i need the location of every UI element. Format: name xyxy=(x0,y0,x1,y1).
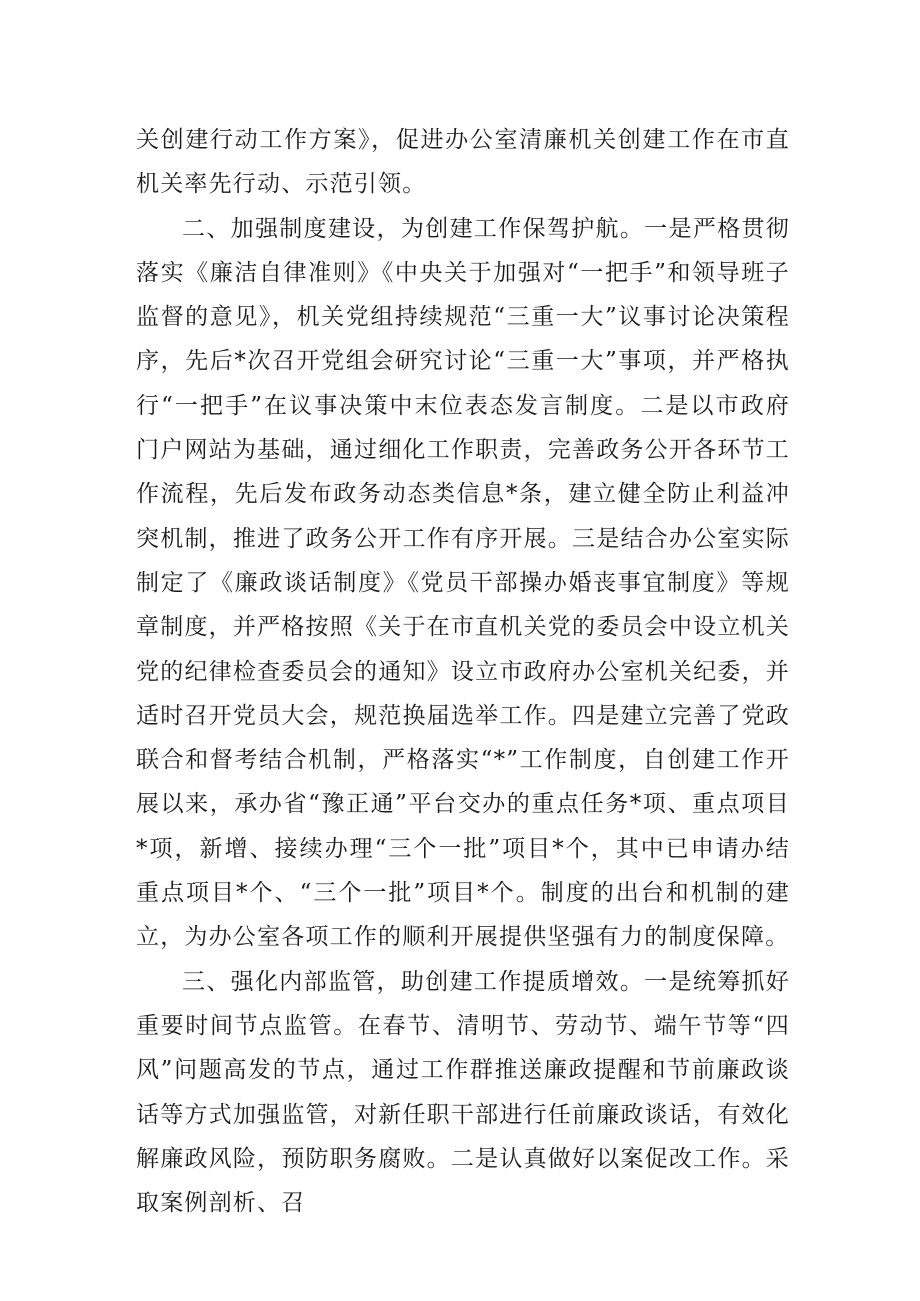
paragraph-continuation: 关创建行动工作方案》，促进办公室清廉机关创建工作在市直机关率先行动、示范引领。 xyxy=(136,127,790,198)
paragraph-institution-building: 二、加强制度建设，为创建工作保驾护航。一是严格贯彻落实《廉洁自律准则》《中央关于加强对“一把手”和领导班子监督的意见》，机关党组持续规范“三重一大”议事讨论决策程序，先后*次召开党组会研究讨论“三重一大”事项，并严格执行“一把手”在议事决策中末位表态发言制度。二是以市政府门户网站为基础，通过细化工作职责，完善政务公开各环节工作流程，先后发布政务动态类信息*条，建立健全防止利益冲突机制，推进了政务公开工作有序开展。三是结合办公室实际制定了《廉政谈话制度》《党员干部操办婚丧事宜制度》等规章制度，并严格按照《关于在市直机关党的委员会中设立机关党的纪律检查委员会的通知》设立市政府办公室机关纪委，并适时召开党员大会，规范换届选举工作。四是建立完善了党政联合和督考结合机制，严格落实“*”工作制度，自创建工作开展以来，承办省“豫正通”平台交办的重点任务*项、重点项目*项，新增、接续办理“三个一批”项目*个，其中已申请办结重点项目*个、“三个一批”项目*个。制度的出台和机制的建立，为办公室各项工作的顺利开展提供坚强有力的制度保障。 xyxy=(136,215,790,951)
document-body xyxy=(136,118,790,1225)
paragraph-internal-supervision: 三、强化内部监管，助创建工作提质增效。一是统筹抓好重要时间节点监管。在春节、清明节、劳动节、端午节等“四风”问题高发的节点，通过工作群推送廉政提醒和节前廉政谈话等方式加强监管，对新任职干部进行任前廉政谈话，有效化解廉政风险，预防职务腐败。二是认真做好以案促改工作。采取案例剖析、召 xyxy=(136,968,790,1217)
